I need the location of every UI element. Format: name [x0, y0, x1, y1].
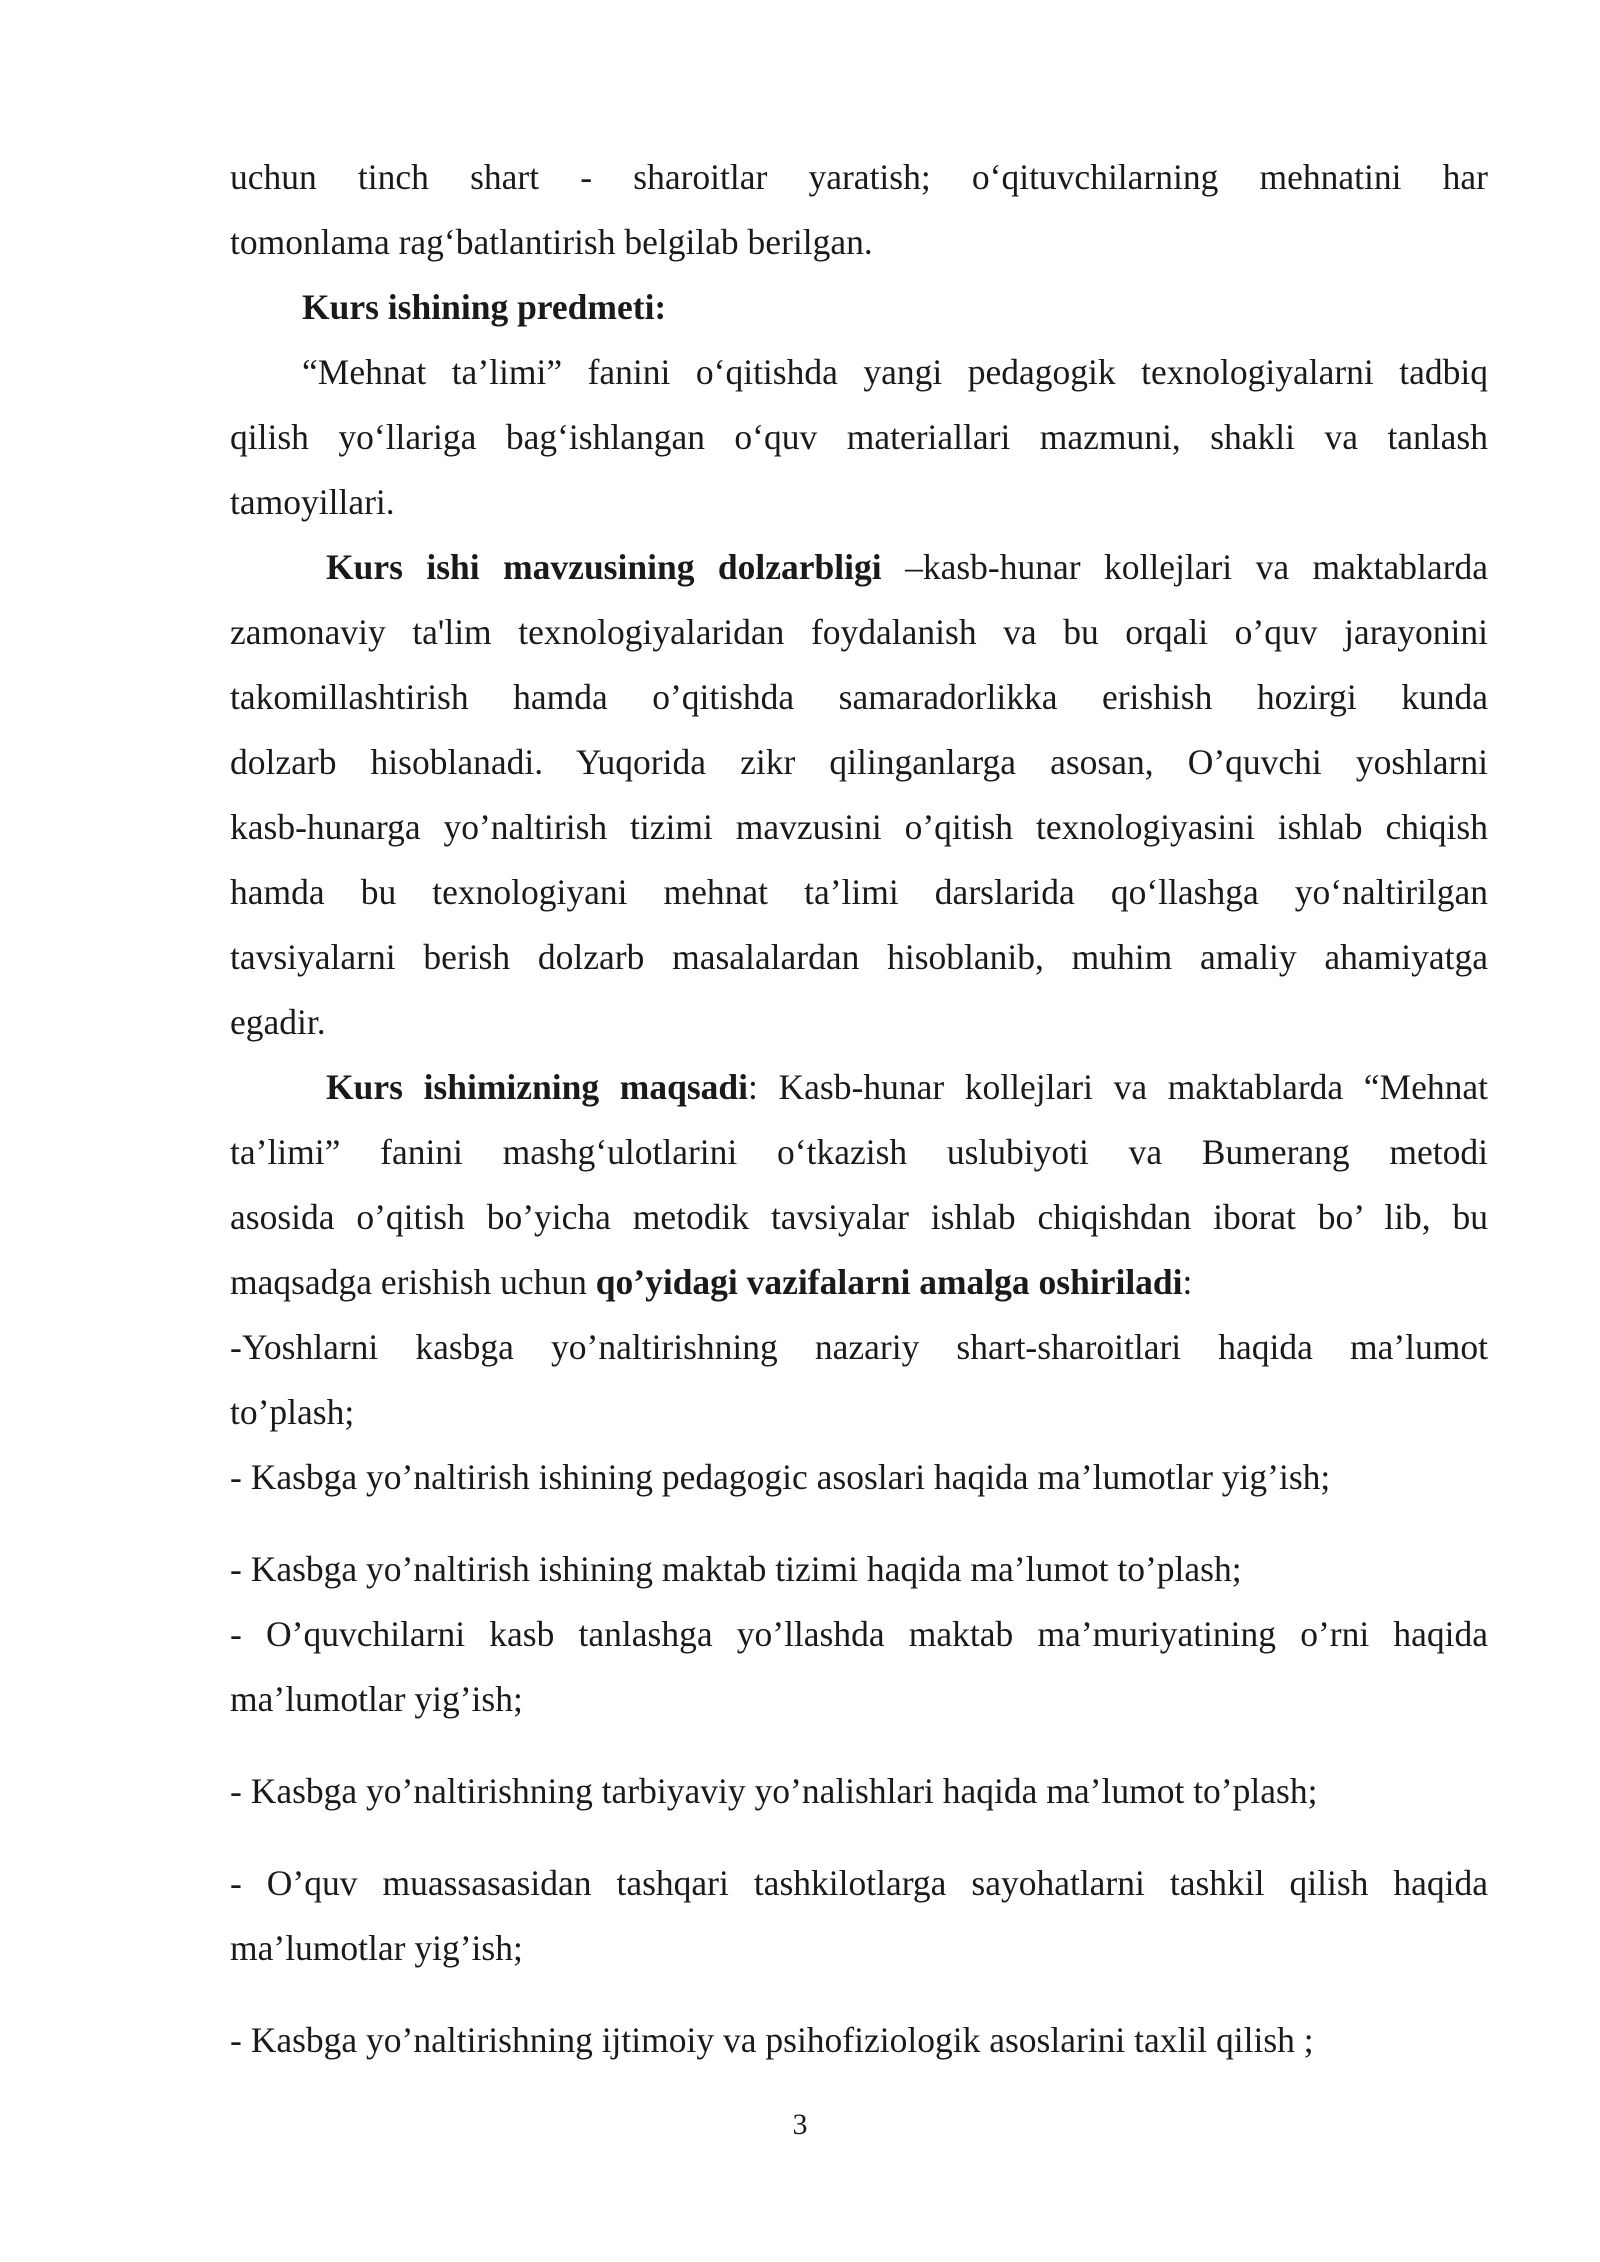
text-line: takomillashtirish hamda o’qitishda samaradorlikka erishish hozirgi kunda: [230, 677, 1488, 717]
text-span: maqsadga erishish uchun: [230, 1262, 596, 1302]
text-line: [326, 547, 1488, 587]
heading-maqsadi: Kurs ishimizning maqsadi: [326, 1067, 749, 1107]
page-number: 3: [792, 2108, 808, 2141]
heading-vazifalar: qo’yidagi vazifalarni amalga oshiriladi: [595, 1262, 1183, 1302]
list-item: - Kasbga yo’naltirish ishining pedagogic asoslari haqida ma’lumotlar yig’ish;: [230, 1457, 1331, 1497]
text-line: ma’lumotlar yig’ish;: [230, 1928, 523, 1968]
section-heading: [302, 287, 667, 327]
text-line: uchun tinch shart - sharoitlar yaratish; o‘qituvchilarning mehnatini har: [230, 157, 1488, 197]
text-line: asosida o’qitish bo’yicha metodik tavsiyalar ishlab chiqishdan iborat bo’ lib, bu: [230, 1197, 1488, 1237]
text-line: tomonlama rag‘batlantirish belgilab berilgan.: [230, 222, 873, 262]
text-line: hamda bu texnologiyani mehnat ta’limi darslarida qo‘llashga yo‘naltirilgan: [230, 872, 1488, 912]
heading-dolzarbligi: Kurs ishi mavzusining dolzarbligi: [326, 547, 882, 587]
text-span: –kasb-hunar kollejlari va maktablarda: [881, 547, 1488, 587]
text-line: [326, 1067, 1488, 1107]
heading-predmet: Kurs ishining predmeti:: [302, 287, 667, 327]
list-item: - O’quv muassasasidan tashqari tashkilotlarga sayohatlarni tashkil qilish haqida: [230, 1863, 1488, 1903]
list-item: - Kasbga yo’naltirish ishining maktab tizimi haqida ma’lumot to’plash;: [230, 1549, 1242, 1589]
list-item: - Kasbga yo’naltirishning ijtimoiy va psihofiziologik asoslarini taxlil qilish ;: [230, 2020, 1314, 2060]
text-line: tamoyillari.: [230, 482, 395, 522]
text-line: to’plash;: [230, 1392, 355, 1432]
text-span: :: [1182, 1262, 1193, 1302]
text-line: zamonaviy ta'lim texnologiyalaridan foydalanish va bu orqali o’quv jarayonini: [230, 612, 1488, 652]
text-line: ta’limi” fanini mashg‘ulotlarini o‘tkazish uslubiyoti va Bumerang metodi: [230, 1132, 1488, 1172]
text-line: dolzarb hisoblanadi. Yuqorida zikr qilinganlarga asosan, O’quvchi yoshlarni: [230, 742, 1488, 782]
text-line: qilish yo‘llariga bag‘ishlangan o‘quv materiallari mazmuni, shakli va tanlash: [230, 417, 1488, 457]
list-item: - Kasbga yo’naltirishning tarbiyaviy yo’nalishlari haqida ma’lumot to’plash;: [230, 1771, 1318, 1811]
text-line: ma’lumotlar yig’ish;: [230, 1679, 523, 1719]
text-line: tavsiyalarni berish dolzarb masalalardan hisoblanib, muhim amaliy ahamiyatga: [230, 937, 1488, 977]
list-item: -Yoshlarni kasbga yo’naltirishning nazariy shart-sharoitlari haqida ma’lumot: [230, 1327, 1488, 1367]
text-line: “Mehnat ta’limi” fanini o‘qitishda yangi pedagogik texnologiyalarni tadbiq: [302, 352, 1488, 392]
text-line: kasb-hunarga yo’naltirish tizimi mavzusini o’qitish texnologiyasini ishlab chiqish: [230, 807, 1488, 847]
text-line: egadir.: [230, 1002, 326, 1042]
text-line: [230, 1262, 1193, 1302]
list-item: - O’quvchilarni kasb tanlashga yo’llashda maktab ma’muriyatining o’rni haqida: [230, 1614, 1488, 1654]
text-span: : Kasb-hunar kollejlari va maktablarda “Mehnat: [748, 1067, 1488, 1107]
